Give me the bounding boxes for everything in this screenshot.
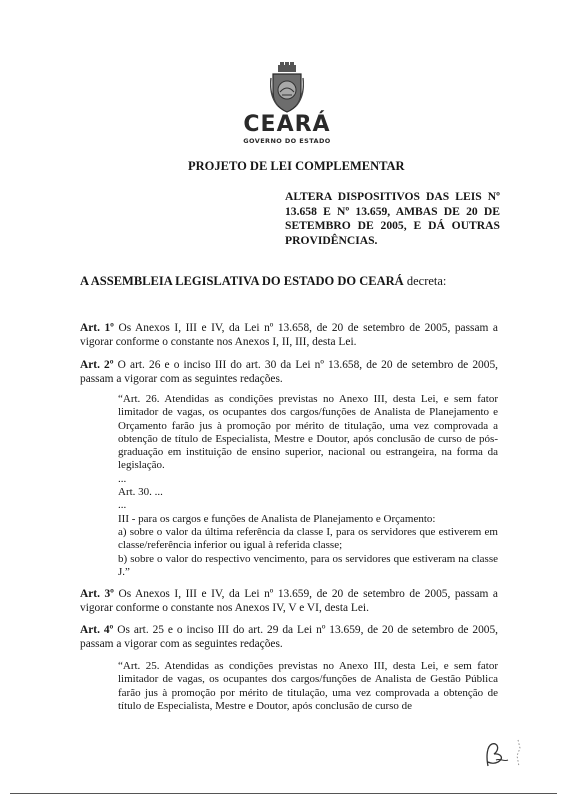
article-text: Os Anexos I, III e IV, da Lei nº 13.658, de 20 de setembro de 2005, passam a vigorar conforme o constante nos Anexos I, II, III, desta Lei. bbox=[80, 322, 498, 349]
quoted-amendment-1 bbox=[118, 393, 498, 579]
quote-alinea-b: b) sobre o valor do respectivo vencimento, para os servidores que estiveram na classe J.” bbox=[118, 552, 498, 578]
article-label: Art. 3º bbox=[80, 588, 114, 600]
article-1 bbox=[80, 321, 498, 349]
footer-rule bbox=[10, 793, 557, 794]
article-2 bbox=[80, 358, 498, 386]
article-text: Os Anexos I, III e IV, da Lei nº 13.659, de 20 de setembro de 2005, passam a vigorar conforme o constante nos Anexos IV, V e VI, desta Lei. bbox=[80, 588, 498, 615]
state-coat-of-arms-icon bbox=[270, 62, 304, 114]
quote-ellipsis: ... bbox=[118, 472, 127, 485]
decree-assembly: A ASSEMBLEIA LEGISLATIVA DO ESTADO DO CEARÁ bbox=[80, 274, 404, 288]
brand-name: CEARÁ bbox=[243, 112, 331, 137]
handwritten-rubric-icon bbox=[478, 736, 524, 774]
article-text: O art. 26 e o inciso III do art. 30 da Lei nº 13.658, de 20 de setembro de 2005, passam a vigorar com as seguintes redações. bbox=[80, 359, 498, 386]
ementa: ALTERA DISPOSITIVOS DAS LEIS Nº 13.658 E Nº 13.659, AMBAS DE 20 DE SETEMBRO DE 2005, E DÁ OUTRAS PROVIDÊNCIAS. bbox=[285, 190, 500, 247]
quote-inciso-iii: III - para os cargos e funções de Analista de Planejamento e Orçamento: bbox=[118, 512, 436, 525]
document-title: PROJETO DE LEI COMPLEMENTAR bbox=[188, 159, 405, 173]
decree-line bbox=[80, 274, 446, 289]
quote-art-30: Art. 30. ... bbox=[118, 486, 163, 499]
article-text: Os art. 25 e o inciso III do art. 29 da Lei nº 13.659, de 20 de setembro de 2005, passam a vigorar com as seguintes redações. bbox=[80, 624, 498, 651]
brand-block bbox=[232, 113, 342, 145]
brand-subtitle: GOVERNO DO ESTADO bbox=[243, 137, 331, 145]
article-4 bbox=[80, 623, 498, 651]
quoted-amendment-2 bbox=[118, 660, 498, 713]
quote-alinea-a: a) sobre o valor da última referência da classe I, para os servidores que estiverem em classe/referência inferior ou igual à referida classe; bbox=[118, 525, 498, 552]
quote-art-25: “Art. 25. Atendidas as condições previstas no Anexo III, desta Lei, e sem fator limitador de vagas, os ocupantes dos cargos/funções de Analista de Gestão Pública farão jus à promoção por mérito de titulação, uma vez comprovada a obtenção de título de Especialista, Mestre e Doutor, após conclusão de curso de bbox=[118, 660, 498, 712]
article-label: Art. 4º bbox=[80, 624, 114, 636]
quote-ellipsis: ... bbox=[118, 499, 127, 512]
article-label: Art. 2º bbox=[80, 359, 114, 371]
quote-art-26: “Art. 26. Atendidas as condições previstas no Anexo III, desta Lei, e sem fator limitador de vagas, os ocupantes dos cargos/funções de Analista de Planejamento e Orçamento farão jus à promoção por mérito de titulação, uma vez comprovada a obtenção de título de Especialista, Mestre e Doutor, após conclusão de curso de pós-graduação em instituição de ensino superior, nacional ou estrangeira, na forma da legislação. bbox=[118, 393, 498, 472]
article-3 bbox=[80, 587, 498, 615]
decree-verb: decreta: bbox=[403, 274, 447, 288]
article-label: Art. 1º bbox=[80, 322, 114, 334]
